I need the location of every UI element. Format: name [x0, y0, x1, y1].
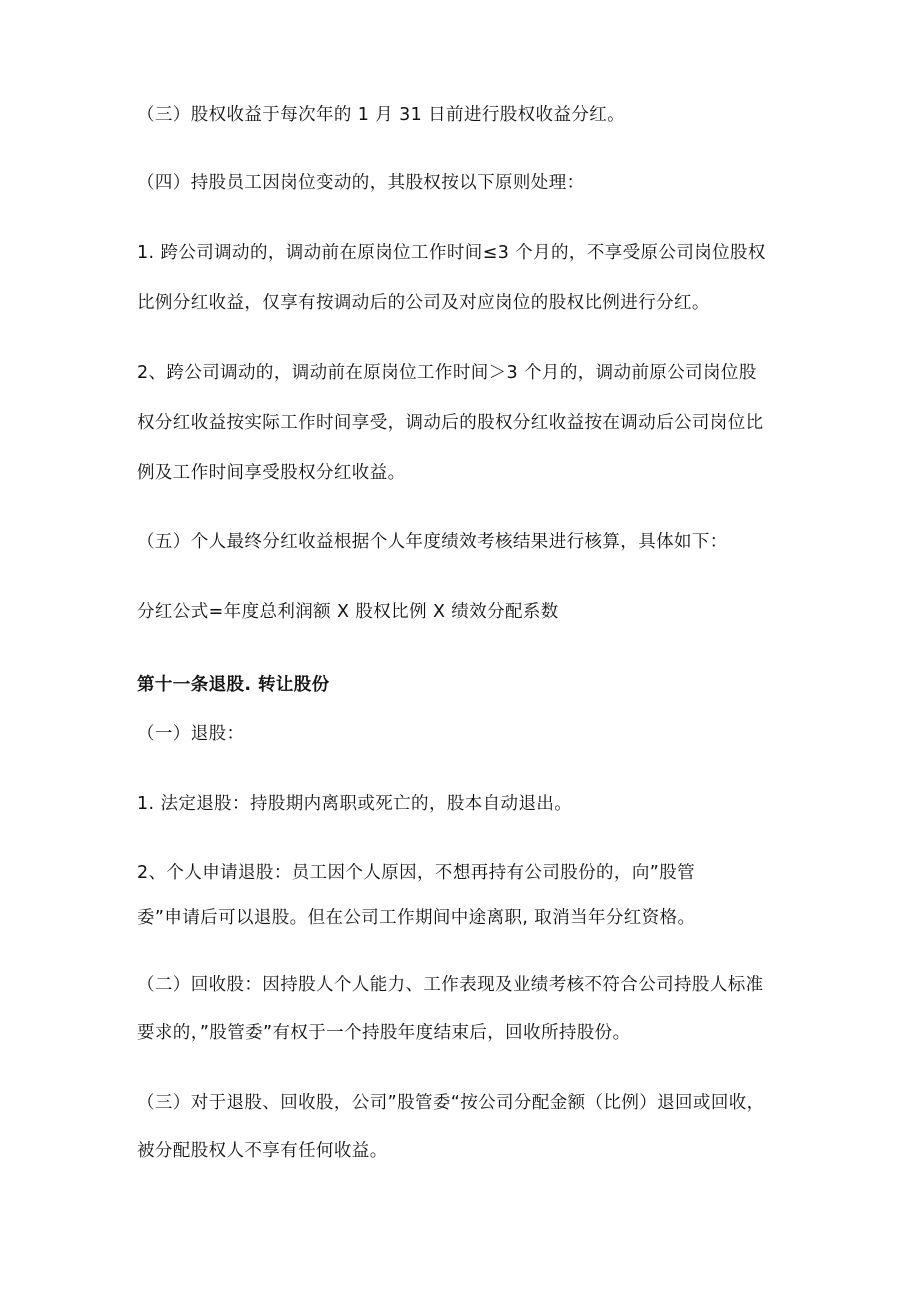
subsection-withdrawal: （一）退股：: [137, 724, 245, 744]
paragraph-voluntary-withdrawal-line-2: 委”申请后可以退股。但在公司工作期间中途离职, 取消当年分红资格。: [137, 908, 696, 928]
paragraph-statutory-withdrawal: 1. 法定退股：持股期内离职或死亡的，股本自动退出。: [137, 794, 573, 814]
paragraph-position-change: （四）持股员工因岗位变动的，其股权按以下原则处理：: [137, 173, 585, 193]
paragraph-transfer-over-3-months-line-3: 例及工作时间享受股权分红收益。: [137, 463, 406, 483]
paragraph-performance-dividend: （五）个人最终分红收益根据个人年度绩效考核结果进行核算，具体如下：: [137, 532, 728, 552]
paragraph-dividend-date: （三）股权收益于每次年的 1 月 31 日前进行股权收益分红。: [137, 105, 626, 125]
paragraph-repurchase-line-2: 要求的，”股管委”有权于一个持股年度结束后，回收所持股份。: [137, 1023, 631, 1043]
paragraph-transfer-under-3-months-line-1: 1. 跨公司调动的，调动前在原岗位工作时间≤3 个月的，不享受原公司岗位股权: [137, 243, 766, 263]
paragraph-voluntary-withdrawal-line-1: 2、个人申请退股：员工因个人原因，不想再持有公司股份的，向”股管: [137, 863, 695, 883]
section-heading-article-11: 第十一条退股. 转让股份: [137, 675, 330, 695]
paragraph-transfer-over-3-months-line-2: 权分红收益按实际工作时间享受，调动后的股权分红收益按在调动后公司岗位比: [137, 413, 764, 433]
dividend-formula: 分红公式=年度总利润额 X 股权比例 X 绩效分配系数: [137, 602, 559, 622]
paragraph-return-line-2: 被分配股权人不享有任何收益。: [137, 1141, 388, 1161]
paragraph-transfer-under-3-months-line-2: 比例分红收益，仅享有按调动后的公司及对应岗位的股权比例进行分红。: [137, 293, 710, 313]
paragraph-repurchase-line-1: （二）回收股：因持股人个人能力、工作表现及业绩考核不符合公司持股人标准: [137, 975, 764, 995]
paragraph-transfer-over-3-months-line-1: 2、跨公司调动的，调动前在原岗位工作时间＞3 个月的，调动前原公司岗位股: [137, 363, 757, 383]
paragraph-return-line-1: （三）对于退股、回收股，公司”股管委“按公司分配金额（比例）退回或回收，: [137, 1093, 765, 1113]
